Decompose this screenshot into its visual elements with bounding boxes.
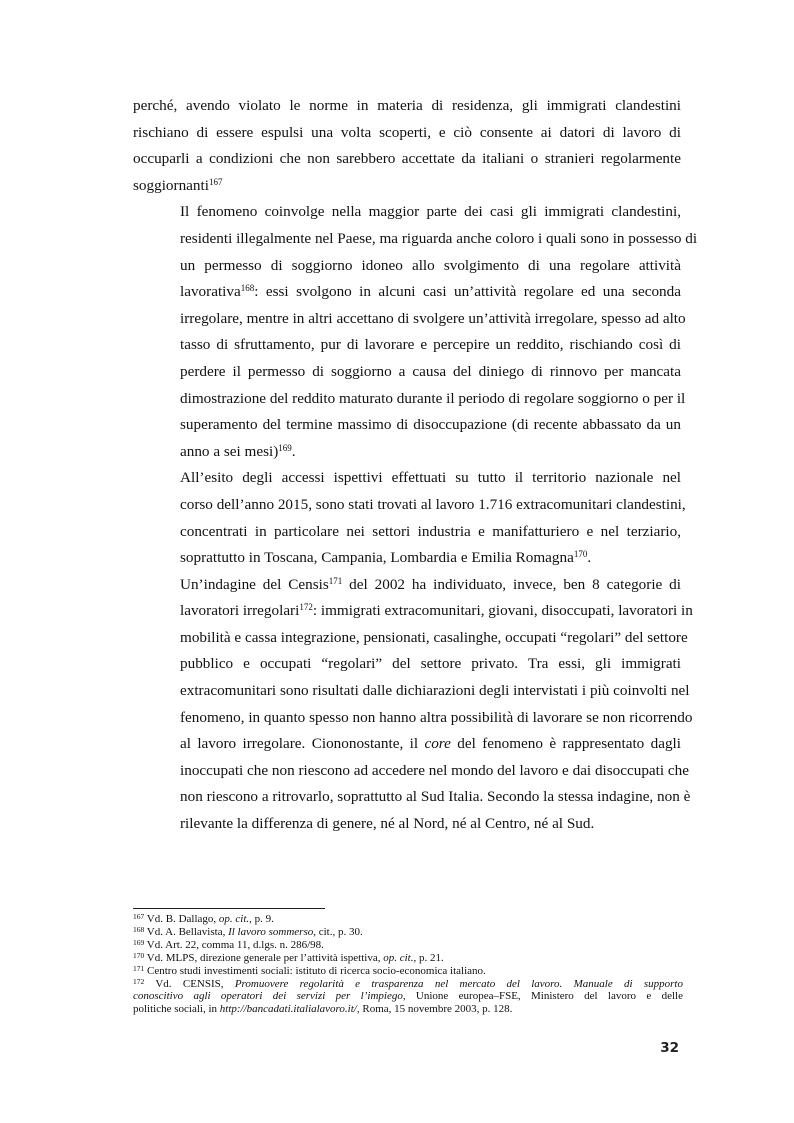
footnote-italic: op. cit. (218, 913, 250, 925)
footnote-ref-171[interactable]: 171 (328, 575, 343, 586)
text-line: perché, avendo violato le norme in materia di residenza, gli immigrati clandestini (133, 97, 681, 114)
text-line: concentrati in particolare nei settori industria e manifatturiero e nel terziario, (180, 522, 681, 540)
text-line (133, 731, 681, 758)
paragraph-1 (133, 93, 681, 199)
footnotes (133, 913, 683, 1016)
text-segment: Un’indagine del Censis (180, 575, 329, 593)
text-line (133, 572, 681, 599)
text-line: pubblico e occupati “regolari” del settore privato. Tra essi, gli immigrati (180, 655, 681, 673)
text-line: All’esito degli accessi ispettivi effettuati su tutto il territorio nazionale nel (180, 469, 681, 487)
footnote-172 (133, 978, 683, 1017)
page-number: 32 (660, 1040, 679, 1056)
footnote-ref-170[interactable]: 170 (573, 549, 588, 560)
body-text (133, 93, 698, 838)
footnote-169 (133, 939, 683, 952)
footnote-167 (133, 913, 683, 926)
text-line: superamento del termine massimo di disoccupazione (di recente abbassato da un (180, 416, 681, 434)
footnote-text: , p. 9. (249, 913, 274, 925)
footnote-ref-169[interactable]: 169 (278, 442, 292, 453)
footnote-number: 167 (133, 912, 145, 921)
text-line: irregolare, mentre in altri accettano di svolgere un’attività irregolare, spesso ad alto (180, 309, 686, 327)
footnote-171 (133, 965, 683, 978)
text-line (133, 173, 681, 200)
footnote-text: Vd. A. Bellavista, (144, 925, 229, 938)
paragraph-4 (133, 572, 693, 838)
footnote-text: , Unione europea–FSE, Ministero del lavoro e delle (402, 990, 683, 1003)
text-segment: del 2002 ha individuato, invece, ben 8 categorie di (342, 575, 682, 593)
footnote-168 (133, 926, 683, 939)
text-line: occuparli a condizioni che non sarebbero accettate da italiani o stranieri regolarmente (133, 150, 681, 168)
footnote-italic: Il lavoro sommerso (228, 925, 314, 938)
footnote-text: , Roma, 15 novembre 2003, p. 128. (356, 1003, 513, 1016)
footnote-text: Vd. MLPS, direzione generale per l’attività ispettiva, (144, 951, 384, 964)
footnote-number: 171 (133, 963, 145, 973)
footnote-line (133, 1003, 683, 1016)
footnote-text: , p. 21. (413, 951, 444, 964)
text-line: rischiano di essere espulsi una volta scoperti, e ciò consente ai datori di lavoro di (133, 123, 681, 141)
text-segment: anno a sei mesi) (180, 442, 279, 460)
footnote-170 (133, 952, 683, 965)
footnote-link[interactable]: http://bancadati.italialavoro.it/ (219, 1003, 357, 1016)
text-segment: . (291, 442, 296, 460)
text-segment: lavoratori irregolari (180, 602, 300, 620)
footnote-text: Vd. B. Dallago, (144, 913, 219, 925)
text-line: residenti illegalmente nel Paese, ma riguarda anche coloro i quali sono in possesso di (180, 229, 698, 247)
text-line: rilevante la differenza di genere, né al Nord, né al Centro, né al Sud. (180, 815, 595, 833)
text-segment: : immigrati extracomunitari, giovani, disoccupati, lavoratori in (312, 602, 693, 620)
text-line: inoccupati che non riescono ad accedere nel mondo del lavoro e dai disoccupati che (180, 761, 689, 779)
text-line: fenomeno, in quanto spesso non hanno altra possibilità di lavorare se non ricorrendo (180, 708, 693, 726)
footnote-number: 170 (133, 950, 145, 960)
text-line: extracomunitari sono risultati dalle dichiarazioni degli intervistati i più coinvolti nel (180, 682, 690, 700)
footnote-italic: conoscitivo agli operatori dei servizi per l’impiego (133, 990, 403, 1003)
text-line: corso dell’anno 2015, sono stati trovati al lavoro 1.716 extracomunitari clandestini, (180, 495, 686, 513)
italic-term: core (424, 735, 451, 753)
text-line (133, 598, 693, 625)
text-line: un permesso di soggiorno idoneo allo svolgimento di una regolare attività (180, 256, 681, 274)
text-segment: : essi svolgono in alcuni casi un’attività regolare ed una seconda (254, 283, 681, 301)
text-line: perdere il permesso di soggiorno a causa del diniego di rinnovo per mancata (180, 362, 681, 380)
footnote-text: Vd. CENSIS, (144, 977, 235, 990)
text-segment: al lavoro irregolare. Ciononostante, il (180, 735, 425, 753)
footnote-number: 172 (133, 976, 145, 986)
paragraph-3 (133, 465, 686, 571)
text-line: dimostrazione del reddito maturato durante il periodo di regolare soggiorno o per il (180, 389, 686, 407)
footnote-italic: Promuovere regolarità e trasparenza nel mercato del lavoro. Manuale di supporto (234, 977, 683, 990)
footnote-text: Centro studi investimenti sociali: istituto di ricerca socio-economica italiano. (144, 964, 486, 977)
footnote-separator (133, 908, 325, 909)
footnote-line (133, 978, 683, 991)
footnote-ref-172[interactable]: 172 (299, 602, 313, 613)
text-segment: . (587, 549, 592, 567)
footnote-text: politiche sociali, in (133, 1003, 220, 1016)
footnote-line (133, 990, 683, 1003)
text-segment: soprattutto in Toscana, Campania, Lombardia e Emilia Romagna (180, 549, 574, 567)
text-line: Il fenomeno coinvolge nella maggior parte dei casi gli immigrati clandestini, (180, 203, 681, 221)
footnote-text: Vd. Art. 22, comma 11, d.lgs. n. 286/98. (144, 938, 324, 951)
text-line: mobilità e cassa integrazione, pensionati, casalinghe, occupati “regolari” del settore (180, 628, 688, 646)
footnote-ref-167[interactable]: 167 (208, 176, 223, 187)
text-line (133, 439, 681, 466)
footnote-italic: op. cit. (383, 951, 414, 964)
paragraph-2 (133, 199, 698, 465)
text-segment: del fenomeno è rappresentato dagli (450, 735, 681, 753)
footnote-number: 169 (133, 937, 145, 947)
footnote-text: , cit., p. 30. (313, 925, 363, 938)
text-segment: lavorativa (180, 283, 241, 301)
text-line: non riescono a ritrovarlo, soprattutto al Sud Italia. Secondo la stessa indagine, non è (180, 788, 691, 806)
footnote-ref-168[interactable]: 168 (240, 283, 255, 294)
text-segment: soggiornanti (133, 176, 209, 194)
text-line (133, 545, 681, 572)
footnote-number: 168 (133, 924, 145, 934)
text-line (133, 279, 681, 306)
text-line: tasso di sfruttamento, pur di lavorare e percepire un reddito, rischiando così di (180, 336, 681, 354)
